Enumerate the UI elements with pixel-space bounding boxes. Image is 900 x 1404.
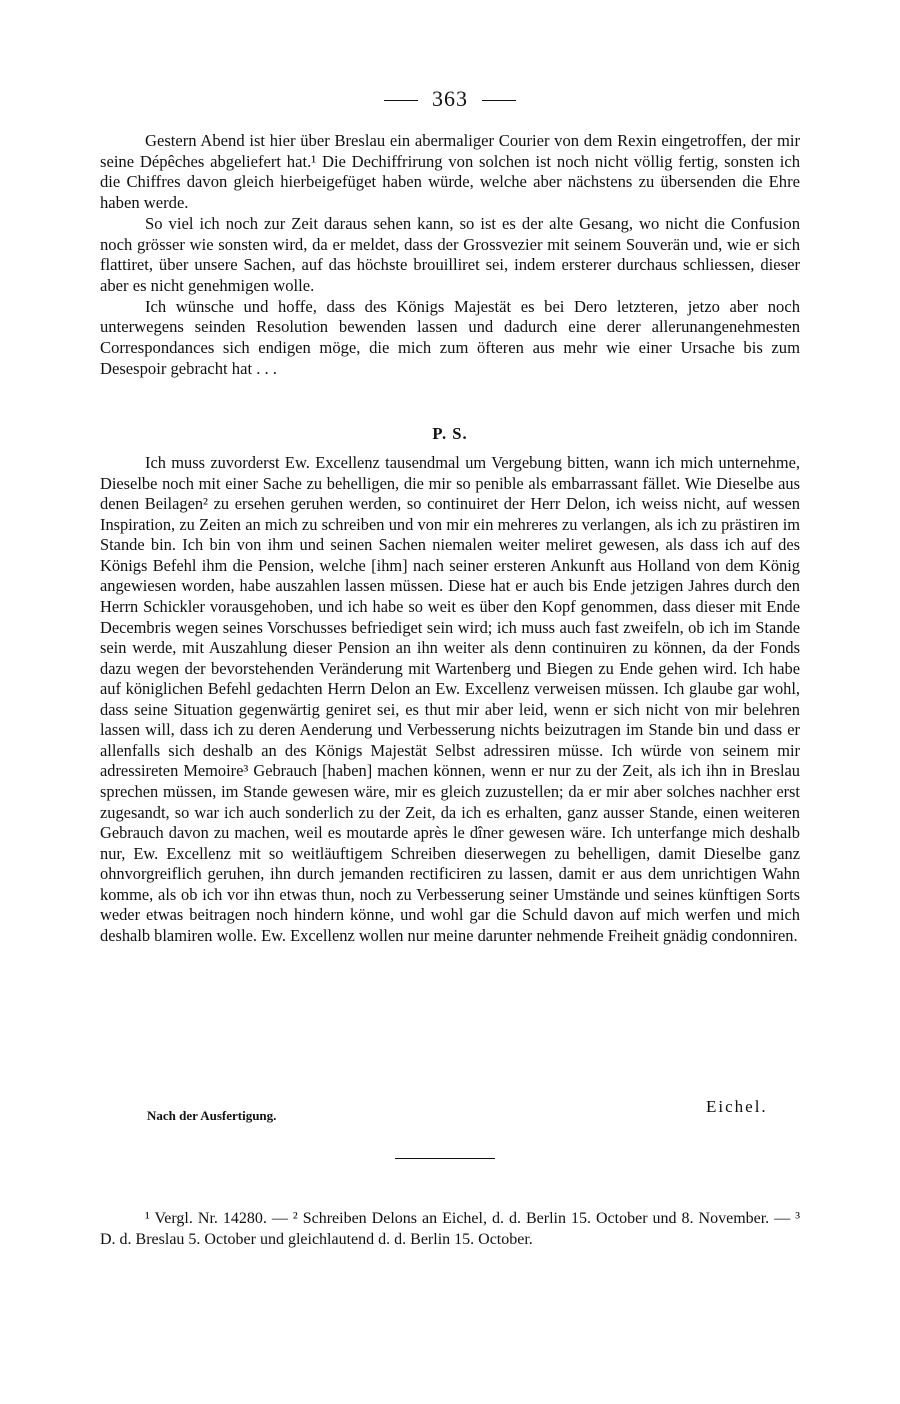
footnote-text: ¹ Vergl. Nr. 14280. — ² Schreiben Delons an Eichel, d. d. Berlin 15. October und 8. November. — ³ D. d. Breslau 5. October und gleichlautend d. d. Berlin 15. October. [100, 1210, 800, 1248]
paragraph: Ich wünsche und hoffe, dass des Königs Majestät es bei Dero letzteren, jetzo aber noch unterwegens seinden Resolution bewenden lassen und dadurch eine derer allerunangenehmesten Correspondances sich endigen möge, die mich zum öfteren aus mehr wie einer Ursache bis zum Desespoir gebracht hat . . . [100, 296, 800, 378]
letter-body [100, 131, 800, 379]
left-dash-rule [384, 100, 418, 101]
postscript-heading: P. S. [432, 424, 468, 443]
paragraph: Gestern Abend ist hier über Breslau ein abermaliger Courier von dem Rexin eingetroffen, der mir seine Dépêches abgeliefert hat.¹ Die Dechiffrirung von solchen ist noch nicht völlig fertig, sonsten ich die Chiffres davon gleich hierbeigefüget haben würde, welche aber nächstens zu übersenden die Ehre haben werde. [100, 131, 800, 213]
paragraph: So viel ich noch zur Zeit daraus sehen kann, so ist es der alte Gesang, wo nicht die Confusion noch grösser wie sonsten wird, da er meldet, dass der Grossvezier mit seinem Souverän und, wie er sich flattiret, über unsere Sachen, auf das höchste brouilliret sei, indem ersterer durchaus schliessen, dieser aber es nicht genehmigen wolle. [100, 213, 800, 295]
postscript-body [100, 453, 800, 947]
source-note: Nach der Ausfertigung. [147, 1108, 277, 1123]
footnote-divider [395, 1158, 495, 1159]
page-number-text: 363 [432, 86, 468, 111]
footnotes [100, 1208, 800, 1250]
page-number [0, 86, 900, 112]
postscript-paragraph: Ich muss zuvorderst Ew. Excellenz tausendmal um Vergebung bitten, wann ich mich unternehme, Dieselbe noch mit einer Sache zu behelligen, die mir so penible als embarrassant fället. Wie Dieselbe aus denen Beilagen² zu ersehen geruhen werden, so continuiret der Herr Delon, ich weiss nicht, auf wessen Inspiration, zu Zeiten an mich zu schreiben und von mir ein mehreres zu verlangen, als ich zu prästiren im Stande bin. Ich bin von ihm und seinen Sachen niemalen weiter meliret gewesen, als dass ich auf des Königs Befehl ihm die Pension, welche [ihm] nach seiner ersteren Ankunft aus Holland von dem König angewiesen worden, habe auszahlen lassen müssen. Diese hat er auch bis Ende jetzigen Jahres durch den Herrn Schickler vorausgehoben, und ich habe so weit es über den Kopf genommen, dass dieser mit Ende Decembris wegen seines Vorschusses befriediget sein wird; ich muss auch fast zweifeln, ob ich im Stande sein werde, mit Auszahlung dieser Pension an ihn weiter als denn continuiren zu können, da der Fonds dazu wegen der bevorstehenden Veränderung mit Wartenberg und Biegen zu Ende gehen wird. Ich habe auf königlichen Befehl gedachten Herrn Delon an Ew. Excellenz verweisen müssen. Ich glaube gar wohl, dass seine Situation gegenwärtig geniret sei, es thut mir aber leid, wenn er sich nicht von mir belehren lassen will, dass ich zu deren Aenderung und Verbesserung nichts beizutragen im Stande bin und dass er allenfalls sich deshalb an des Königs Majestät Selbst adressiren müsse. Ich würde von seinem mir adressireten Memoire³ Gebrauch [haben] machen können, wenn er nur zu der Zeit, als ich ihn in Breslau sprechen müssen, im Stande gewesen wäre, mir es gleich zuzustellen; da er mir aber solches nachher erst zugesandt, so war ich auch sonderlich zu der Zeit, da ich es erhalten, ganz ausser Stande, einen weiteren Gebrauch davon zu machen, weil es moutarde après le dîner gewesen wäre. Ich unterfange mich deshalb nur, Ew. Excellenz mit so weitläuftigem Schreiben dieserwegen zu behelligen, damit Dieselbe ganz ohnvorgreiflich geruhen, ihn durch jemanden rectificiren zu lassen, damit er aus dem unrichtigen Wahn komme, als ob ich vor ihn etwas thun, noch zu Verbesserung seiner Umstände und seines künftigen Sorts weder etwas beitragen noch hindern könne, und wohl gar die Schuld davon auf mich werfen und mich deshalb blamiren wolle. Ew. Excellenz wollen nur meine darunter nehmende Freiheit gnädig condonniren. [100, 453, 800, 945]
signature: Eichel. [706, 1097, 768, 1116]
right-dash-rule [482, 100, 516, 101]
